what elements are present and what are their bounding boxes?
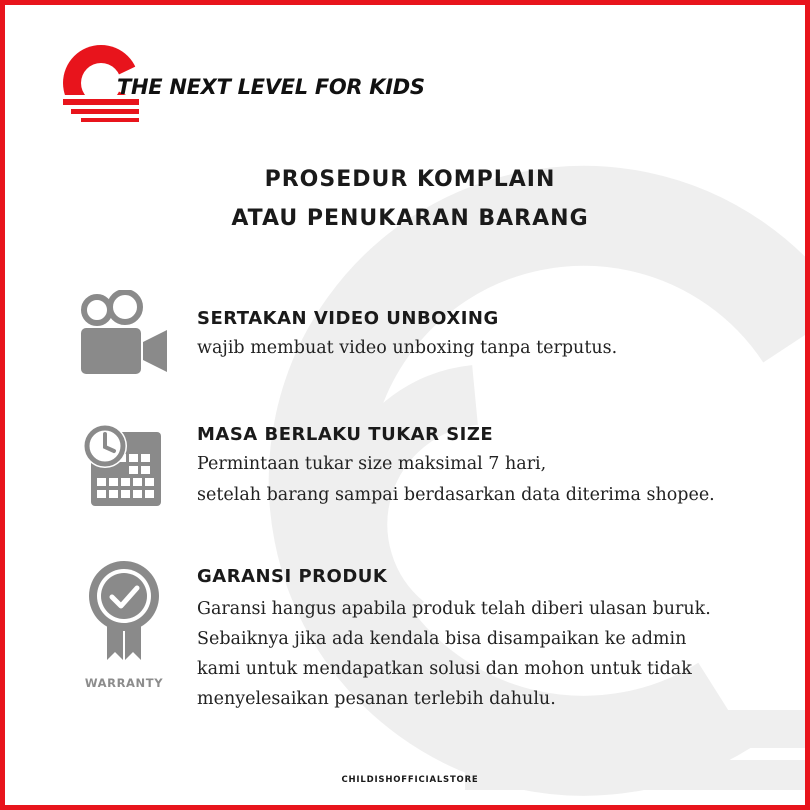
brand-tagline: THE NEXT LEVEL FOR KIDS [117,75,425,99]
item-text-line: menyelesaikan pesanan terlebih dahulu. [197,689,556,709]
warranty-label: WARRANTY [84,676,164,690]
item-text-line: Garansi hangus apabila produk telah diberi ulasan buruk. [197,599,711,619]
item-text-line: wajib membuat video unboxing tanpa terputus. [197,338,618,358]
page-title-line-2: ATAU PENUKARAN BARANG [231,206,589,231]
store-name-footer: CHILDISHOFFICIALSTORE [341,775,479,785]
item-text-line: Sebaiknya jika ada kendala bisa disampaikan ke admin [197,629,687,649]
item-text-line: setelah barang sampai berdasarkan data diterima shopee. [197,485,715,505]
item-heading-video-unboxing: SERTAKAN VIDEO UNBOXING [197,308,499,329]
page-title-line-1: PROSEDUR KOMPLAIN [264,167,556,192]
warranty-badge-icon [85,560,163,665]
item-heading-tukar-size: MASA BERLAKU TUKAR SIZE [197,424,494,445]
video-camera-icon [77,290,172,380]
item-text-line: kami untuk mendapatkan solusi dan mohon untuk tidak [197,659,692,679]
item-text-line: Permintaan tukar size maksimal 7 hari, [197,454,547,474]
calendar-clock-icon [81,420,165,510]
item-heading-garansi-produk: GARANSI PRODUK [197,566,388,587]
